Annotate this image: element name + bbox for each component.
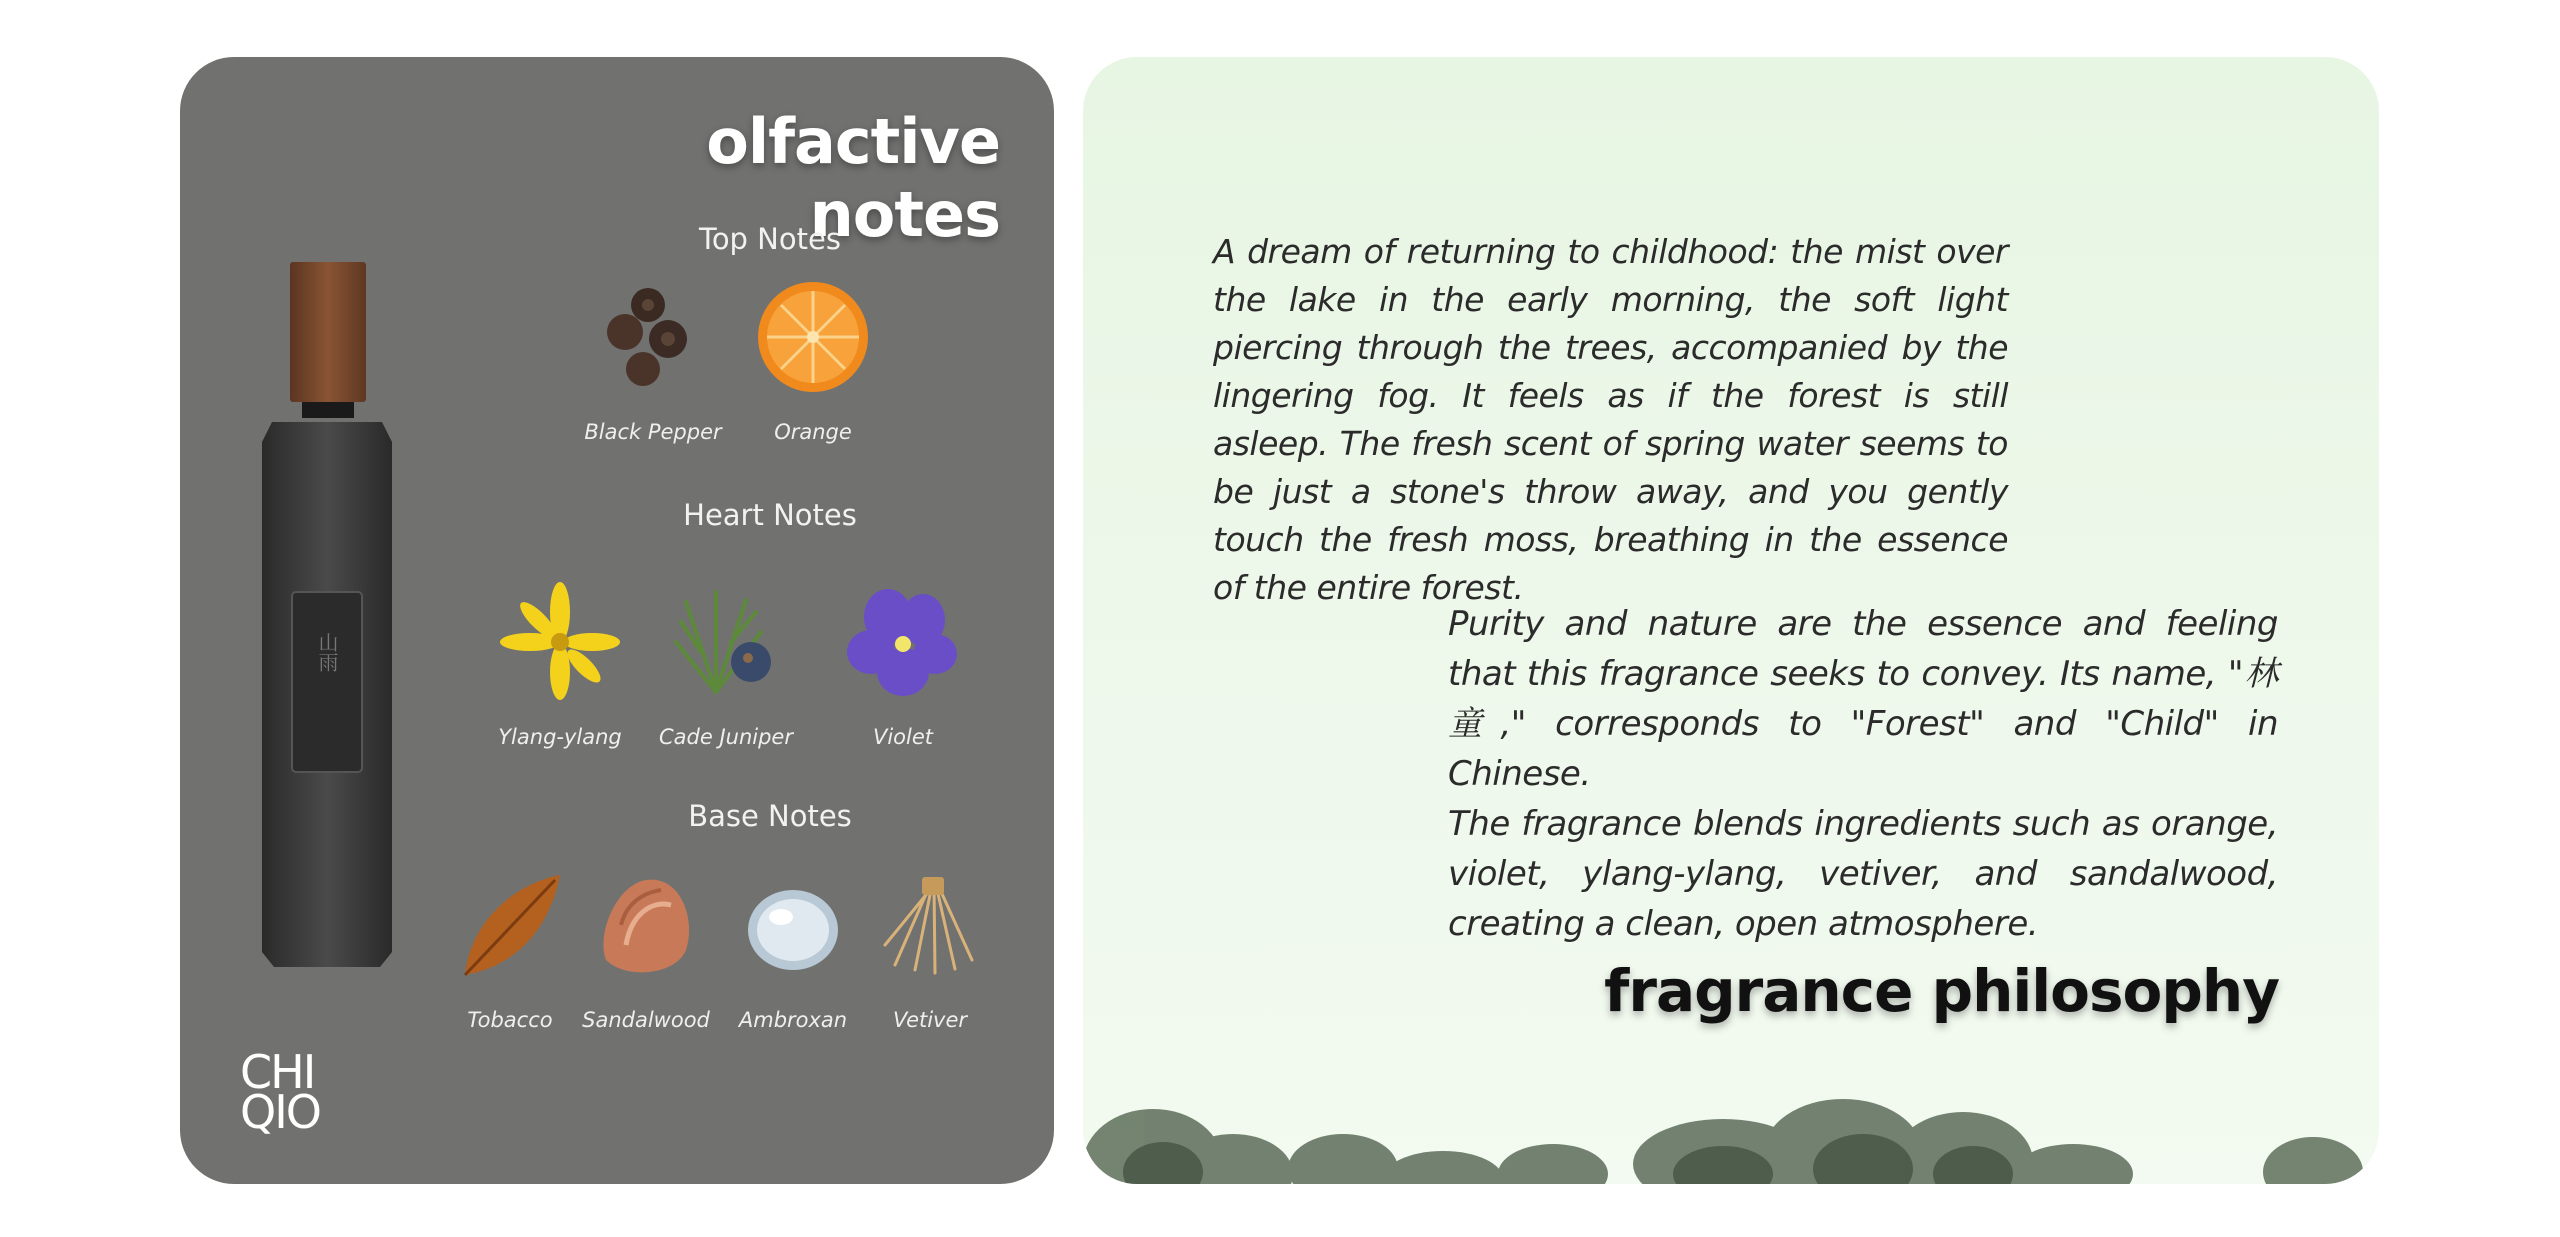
tobacco-leaf-icon <box>450 865 570 985</box>
philosophy-paragraph-2: Purity and nature are the essence and feeling that this fragrance seeks to convey. Its name, "林童," corresponds to "Forest" and "Child" in Chinese. <box>1448 604 2278 794</box>
orange-label: Orange <box>774 420 852 444</box>
note-sandalwood <box>566 865 726 1032</box>
note-ambroxan <box>713 865 873 1032</box>
sandalwood-icon <box>586 865 706 985</box>
note-black-pepper <box>573 277 733 444</box>
note-vetiver <box>850 865 1010 1032</box>
bottle-label-text: 山雨 <box>315 632 339 672</box>
black-pepper-icon <box>593 277 713 397</box>
black-pepper-label: Black Pepper <box>584 420 722 444</box>
note-violet <box>823 582 983 749</box>
ambroxan-label: Ambroxan <box>738 1008 848 1032</box>
violet-icon <box>843 582 963 702</box>
sandalwood-label: Sandalwood <box>582 1008 710 1032</box>
note-orange <box>733 277 893 444</box>
cade-juniper-icon <box>666 582 786 702</box>
logo-line1: CHI <box>240 1045 315 1099</box>
top-notes-heading: Top Notes <box>699 222 841 256</box>
fragrance-philosophy-title: fragrance philosophy <box>1604 957 2279 1025</box>
note-cade-juniper <box>646 582 806 749</box>
vetiver-icon <box>870 865 990 985</box>
vetiver-label: Vetiver <box>892 1008 968 1032</box>
brand-logo <box>240 1045 320 1139</box>
tobacco-label: Tobacco <box>467 1008 553 1032</box>
olfactive-notes-card <box>180 57 1054 1184</box>
ylang-ylang-label: Ylang-ylang <box>498 725 622 749</box>
philosophy-paragraph-3: The fragrance blends ingredients such as orange, violet, ylang-ylang, vetiver, and sandalwood, creating a clean, open atmosphere. <box>1448 804 2278 944</box>
base-notes-heading: Base Notes <box>688 799 852 833</box>
olfactive-notes-title: olfactive notes <box>706 105 1000 251</box>
violet-label: Violet <box>872 725 934 749</box>
heart-notes-heading: Heart Notes <box>683 498 857 532</box>
orange-icon <box>753 277 873 397</box>
cade-juniper-label: Cade Juniper <box>659 725 793 749</box>
ambroxan-icon <box>733 865 853 985</box>
ylang-ylang-icon <box>500 582 620 702</box>
logo-line2: QIO <box>240 1085 320 1139</box>
forest-treeline-image <box>1083 1054 2379 1184</box>
fragrance-philosophy-card <box>1083 57 2379 1184</box>
perfume-bottle-image <box>252 262 402 982</box>
note-ylang-ylang <box>480 582 640 749</box>
philosophy-paragraph-1: A dream of returning to childhood: the mist over the lake in the early morning, the soft light piercing through the trees, accompanied by the lingering fog. It feels as if the forest is still asleep. The fresh scent of spring water seems to be just a stone's throw away, and you gently touch the fresh moss, breathing in the essence of the entire forest. <box>1213 232 2008 607</box>
